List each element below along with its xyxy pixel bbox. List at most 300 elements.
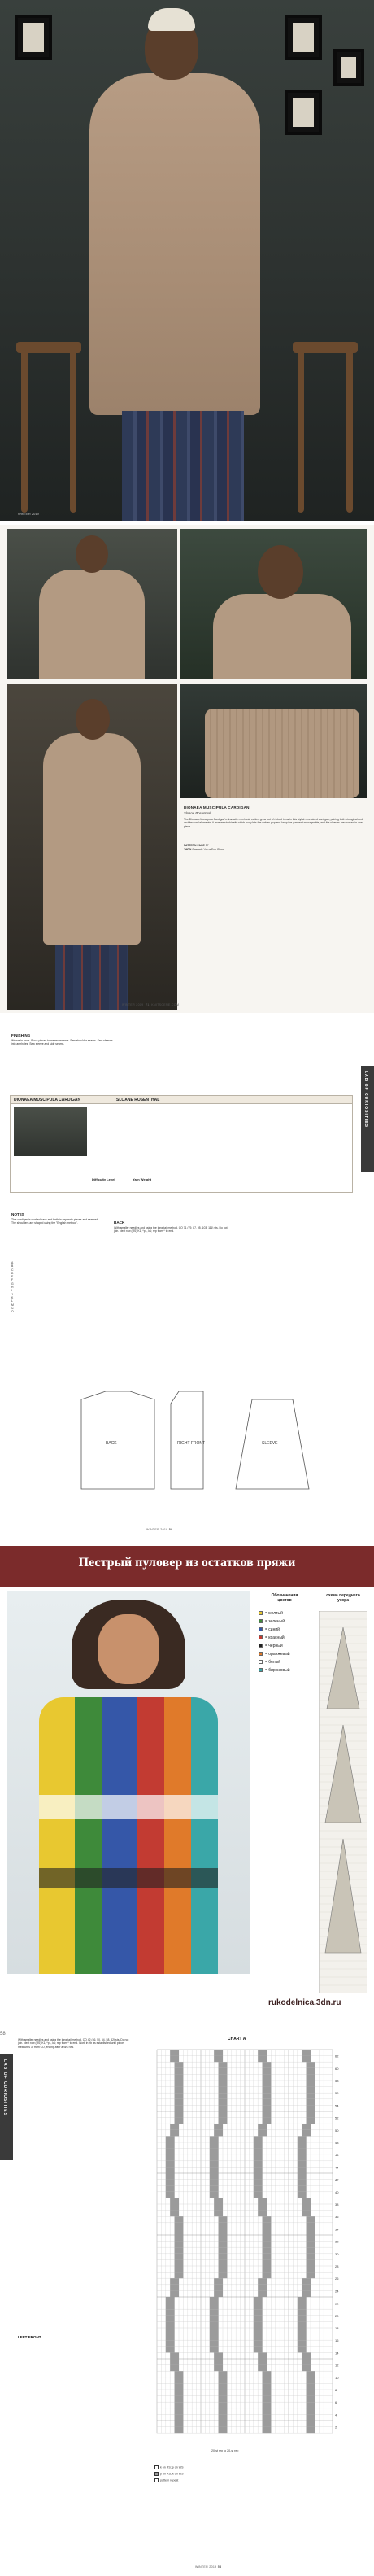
notes-heading: NOTES (11, 1212, 24, 1216)
purl-cell (210, 2309, 219, 2316)
size-entry: O (11, 1310, 14, 1314)
legend-label: = оранжевый (265, 1652, 290, 1657)
purl-cell (219, 2421, 228, 2427)
purl-cell (219, 2266, 228, 2273)
purl-cell (263, 2229, 272, 2235)
purl-cell (307, 2235, 315, 2242)
purl-cell (254, 2303, 263, 2310)
purl-cell (219, 2377, 228, 2384)
purl-cell (166, 2340, 175, 2347)
purl-cell (219, 2242, 228, 2248)
row-number: 12 (335, 2363, 339, 2368)
purl-cell (254, 2173, 263, 2180)
purl-cell (307, 2111, 315, 2118)
purl-cell (307, 2068, 315, 2075)
purl-cell (263, 2216, 272, 2223)
purl-cell (166, 2334, 175, 2341)
purl-cell (307, 2099, 315, 2106)
chart-legend-item (154, 2478, 317, 2482)
legend-title: Обозначения цветов (271, 1593, 298, 1603)
size-entry: N (11, 1306, 14, 1310)
purl-cell (307, 2427, 315, 2434)
purl-cell (170, 2290, 179, 2297)
purl-cell (298, 2173, 307, 2180)
purl-cell (263, 2074, 272, 2080)
purl-cell (170, 2352, 179, 2359)
purl-cell (175, 2390, 184, 2396)
legend-key (154, 2478, 159, 2482)
purl-cell (214, 2278, 223, 2285)
purl-cell (298, 2334, 307, 2341)
purl-cell (219, 2383, 228, 2390)
legend-label: = зеленый (265, 1619, 285, 1624)
legend-label: = бирюзовый (265, 1668, 290, 1673)
pattern-header-box (10, 1095, 353, 1193)
finishing-heading: FINISHING (11, 1033, 31, 1037)
purl-cell (254, 2161, 263, 2168)
schematic-diagram (73, 1383, 366, 1497)
purl-cell (263, 2235, 272, 2242)
purl-cell (219, 2235, 228, 2242)
purl-cell (302, 2050, 311, 2056)
size-entry: B (11, 1264, 14, 1268)
row-number: 2 (335, 2425, 337, 2430)
row-number: 22 (335, 2301, 339, 2306)
purl-cell (254, 2316, 263, 2322)
purl-cell (263, 2068, 272, 2075)
purl-cell (263, 2383, 272, 2390)
purl-cell (307, 2396, 315, 2403)
purl-cell (219, 2062, 228, 2068)
purl-cell (298, 2340, 307, 2347)
purl-cell (258, 2050, 267, 2056)
purl-cell (263, 2371, 272, 2377)
purl-cell (166, 2192, 175, 2198)
purl-cell (263, 2377, 272, 2384)
legend-item (259, 1652, 315, 1657)
purl-cell (263, 2402, 272, 2408)
chair-leg (70, 350, 76, 513)
purl-cell (263, 2105, 272, 2111)
legend-item (259, 1627, 315, 1632)
purl-cell (298, 2309, 307, 2316)
size-entry: K (11, 1295, 14, 1299)
size-entry: J (11, 1292, 13, 1296)
purl-cell (219, 2105, 228, 2111)
row-number: 62 (335, 2054, 339, 2059)
purl-cell (170, 2359, 179, 2365)
purl-cell (254, 2149, 263, 2155)
row-number: 26 (335, 2277, 339, 2281)
purl-cell (263, 2266, 272, 2273)
purl-cell (166, 2303, 175, 2310)
legend-label: = белый (265, 1660, 281, 1665)
purl-cell (307, 2273, 315, 2279)
purl-cell (175, 2377, 184, 2384)
purl-cell (219, 2254, 228, 2260)
purl-cell (307, 2266, 315, 2273)
purl-cell (219, 2080, 228, 2087)
purl-cell (307, 2074, 315, 2080)
row-number: 56 (335, 2091, 339, 2096)
size-entry: M (11, 1303, 14, 1307)
row-number: 46 (335, 2153, 339, 2158)
row-number: 42 (335, 2177, 339, 2182)
purl-cell (254, 2309, 263, 2316)
purl-cell (210, 2297, 219, 2303)
yarn-label: YARN (184, 848, 192, 851)
purl-cell (219, 2402, 228, 2408)
purl-cell (263, 2273, 272, 2279)
purl-cell (170, 2124, 179, 2130)
purl-cell (298, 2180, 307, 2186)
purl-cell (175, 2235, 184, 2242)
purl-cell (307, 2371, 315, 2377)
purl-cell (210, 2155, 219, 2161)
color-swatch (259, 1619, 263, 1623)
site-url[interactable]: rukodelnica.3dn.ru (268, 1998, 341, 2007)
purl-cell (219, 2247, 228, 2254)
purl-cell (258, 2124, 267, 2130)
photo-model-seated (7, 684, 180, 1010)
legend-label: = черный (265, 1644, 283, 1648)
purl-cell (307, 2093, 315, 2099)
row-number: 54 (335, 2103, 339, 2108)
purl-cell (166, 2185, 175, 2192)
pattern-page-label: PATTERN PAGE (184, 844, 205, 847)
purl-cell (258, 2278, 267, 2285)
purl-cell (170, 2211, 179, 2217)
chair-leg (298, 350, 304, 513)
purl-cell (175, 2093, 184, 2099)
legend-label: k on RS; p on WS (160, 2465, 184, 2469)
purl-cell (166, 2167, 175, 2173)
pattern-caption: The Dionaea Muscipula Cardigan’s dramatic mechanic cables grow out of ribbed trims in this stylish oversized cardigan, pairing both biological and architectural elements. A reverse stockinette stitch body lets the cables pop and keep the garment manageable, and the sleeves are worked in one piece. (184, 818, 363, 828)
purl-cell (307, 2242, 315, 2248)
purl-cell (254, 2136, 263, 2142)
purl-cell (219, 2259, 228, 2266)
photo-pullover-model (7, 1591, 250, 1974)
purl-cell (210, 2167, 219, 2173)
purl-cell (298, 2297, 307, 2303)
back-text: With smaller needles and using the long-tail method, CO 71 (79, 87, 95, 103, 111) sts. Do not join. Next row (RS) K1, *p1, k1; rep from * to end. (114, 1226, 228, 1233)
repeat-label: 20-st rep to 20-st rep (211, 2449, 239, 2452)
page-number: 58 (0, 2032, 6, 2037)
purl-cell (175, 2216, 184, 2223)
purl-cell (263, 2427, 272, 2434)
size-entry: I (11, 1289, 12, 1293)
purl-cell (258, 2352, 267, 2359)
purl-cell (166, 2155, 175, 2161)
purl-cell (258, 2359, 267, 2365)
purl-cell (166, 2316, 175, 2322)
color-swatch (259, 1668, 263, 1672)
color-swatch (259, 1611, 263, 1615)
purl-cell (307, 2105, 315, 2111)
purl-cell (258, 2056, 267, 2063)
purl-cell (219, 2093, 228, 2099)
purl-cell (302, 2124, 311, 2130)
purl-cell (210, 2316, 219, 2322)
cover-photo (0, 0, 374, 521)
folio: WINTER 2019 58 (195, 2565, 222, 2569)
purl-cell (219, 2408, 228, 2415)
purl-cell (219, 2414, 228, 2421)
purl-cell (307, 2229, 315, 2235)
legend-label: = синий (265, 1627, 280, 1632)
purl-cell (219, 2223, 228, 2229)
folio: WINTER 2019 59 (146, 1528, 173, 1531)
purl-cell (307, 2118, 315, 2124)
purl-cell (210, 2340, 219, 2347)
purl-cell (175, 2427, 184, 2434)
legend-label: pattern repeat (160, 2478, 179, 2482)
purl-cell (307, 2080, 315, 2087)
legend-item (259, 1660, 315, 1665)
purl-cell (170, 2056, 179, 2063)
legend-label: = красный (265, 1635, 285, 1640)
purl-cell (166, 2180, 175, 2186)
purl-cell (307, 2062, 315, 2068)
color-swatch (259, 1627, 263, 1631)
row-number: 24 (335, 2289, 339, 2294)
purl-cell (166, 2347, 175, 2353)
row-number: 48 (335, 2141, 339, 2145)
yarn-weight-label: Yarn Weight (133, 1177, 152, 1181)
purl-cell (302, 2352, 311, 2359)
purl-cell (263, 2414, 272, 2421)
legend-key (154, 2465, 159, 2469)
purl-cell (254, 2142, 263, 2149)
purl-cell (175, 2266, 184, 2273)
purl-cell (298, 2149, 307, 2155)
purl-cell (302, 2056, 311, 2063)
pattern-page (0, 1017, 374, 1538)
wall-frame (15, 15, 52, 60)
finishing-text: Weave in ends. Block pieces to measurements. Sew shoulder seams. Sew sleeves into armholes. Sew sleeve and side seams. (11, 1039, 113, 1046)
legend-item (259, 1668, 315, 1673)
front-schematic (171, 1391, 206, 1489)
purl-cell (210, 2347, 219, 2353)
yarn-line (184, 848, 364, 851)
chart-page (0, 2022, 374, 2576)
purl-cell (298, 2347, 307, 2353)
schematic-label: SLEEVE (262, 1441, 278, 1446)
purl-cell (263, 2223, 272, 2229)
purl-cell (219, 2111, 228, 2118)
purl-cell (175, 2414, 184, 2421)
purl-cell (302, 2285, 311, 2291)
chart-legend-item (154, 2465, 317, 2469)
purl-cell (175, 2259, 184, 2266)
purl-cell (307, 2414, 315, 2421)
purl-cell (175, 2421, 184, 2427)
purl-cell (263, 2408, 272, 2415)
purl-cell (214, 2365, 223, 2372)
wall-frame (333, 49, 364, 86)
purl-cell (258, 2130, 267, 2137)
section-tab: LAB OF CURIOSITIES (361, 1066, 374, 1172)
purl-cell (307, 2408, 315, 2415)
purl-cell (254, 2340, 263, 2347)
row-number: 36 (335, 2215, 339, 2220)
purl-cell (175, 2099, 184, 2106)
purl-cell (263, 2259, 272, 2266)
purl-cell (166, 2297, 175, 2303)
purl-cell (219, 2087, 228, 2094)
size-list (11, 1261, 93, 1313)
purl-cell (254, 2321, 263, 2328)
legend-key (154, 2472, 159, 2476)
row-number: 18 (335, 2326, 339, 2330)
purl-cell (175, 2080, 184, 2087)
row-number: 4 (335, 2412, 337, 2417)
row-number: 60 (335, 2066, 339, 2071)
purl-cell (175, 2118, 184, 2124)
purl-cell (166, 2136, 175, 2142)
purl-cell (302, 2211, 311, 2217)
purl-cell (263, 2062, 272, 2068)
purl-cell (298, 2155, 307, 2161)
purl-cell (263, 2099, 272, 2106)
legend-item (259, 1619, 315, 1624)
size-entry: A (11, 1261, 14, 1264)
purl-cell (254, 2347, 263, 2353)
purl-cell (210, 2321, 219, 2328)
purl-cell (214, 2359, 223, 2365)
chart-legend-item (154, 2472, 317, 2476)
row-number: 38 (335, 2203, 339, 2207)
wall-frame (285, 90, 322, 135)
purl-cell (302, 2130, 311, 2137)
row-number: 44 (335, 2165, 339, 2170)
chair-leg (21, 350, 28, 513)
size-entry: H (11, 1286, 14, 1290)
purl-cell (302, 2198, 311, 2204)
purl-cell (170, 2050, 179, 2056)
purl-cell (263, 2080, 272, 2087)
purl-cell (175, 2229, 184, 2235)
photo-cardigan-detail (180, 684, 367, 798)
legend-item (259, 1644, 315, 1648)
color-legend (259, 1611, 315, 1676)
photo-spread (0, 525, 374, 1013)
chart-title: схема переднего узора (326, 1593, 360, 1603)
back-schematic (81, 1391, 154, 1489)
purl-cell (210, 2303, 219, 2310)
schematic-label: RIGHT FRONT (177, 1441, 206, 1446)
chart-legend (154, 2465, 317, 2485)
purl-cell (175, 2223, 184, 2229)
row-number: 58 (335, 2079, 339, 2083)
purl-cell (166, 2328, 175, 2334)
purl-cell (298, 2321, 307, 2328)
purl-cell (219, 2229, 228, 2235)
purl-cell (298, 2185, 307, 2192)
purl-cell (210, 2328, 219, 2334)
purl-cell (219, 2118, 228, 2124)
purl-cell (258, 2285, 267, 2291)
row-number: 50 (335, 2128, 339, 2133)
purl-cell (258, 2290, 267, 2297)
purl-cell (254, 2155, 263, 2161)
purl-cell (175, 2062, 184, 2068)
purl-cell (214, 2124, 223, 2130)
purl-cell (175, 2111, 184, 2118)
purl-cell (263, 2118, 272, 2124)
purl-cell (175, 2408, 184, 2415)
section-tab: LAB OF CURIOSITIES (0, 2054, 13, 2160)
purl-cell (175, 2068, 184, 2075)
row-number: 32 (335, 2239, 339, 2244)
purl-cell (263, 2390, 272, 2396)
row-number: 34 (335, 2227, 339, 2232)
purl-cell (302, 2204, 311, 2211)
purl-cell (307, 2223, 315, 2229)
pattern-header-title: DIONAEA MUSCIPULA CARDIGAN (14, 1098, 81, 1102)
purl-cell (298, 2142, 307, 2149)
color-swatch (259, 1652, 263, 1656)
model-pants (122, 411, 244, 521)
pattern-text: With smaller needles and using the long-tail method, CO 42 (46, 50, 54, 58, 62) sts. Do not join. Next row (RS) K1, *p1, k1; rep from * to end. Work in rib as established until piece measures 3" from CO, ending after a WS row. (18, 2038, 129, 2049)
difficulty-label: Difficulty Level (92, 1177, 115, 1181)
row-number: 52 (335, 2115, 339, 2120)
purl-cell (298, 2161, 307, 2168)
purl-cell (298, 2136, 307, 2142)
purl-cell (254, 2180, 263, 2186)
purl-cell (210, 2161, 219, 2168)
purl-cell (166, 2321, 175, 2328)
purl-cell (254, 2185, 263, 2192)
purl-cell (254, 2334, 263, 2341)
purl-cell (307, 2390, 315, 2396)
purl-cell (219, 2390, 228, 2396)
purl-cell (210, 2185, 219, 2192)
purl-cell (175, 2087, 184, 2094)
purl-cell (214, 2352, 223, 2359)
chart-a-grid (150, 2046, 354, 2445)
row-number: 10 (335, 2375, 339, 2380)
purl-cell (175, 2396, 184, 2403)
purl-cell (302, 2278, 311, 2285)
purl-cell (214, 2290, 223, 2297)
purl-cell (170, 2278, 179, 2285)
purl-cell (170, 2130, 179, 2137)
purl-cell (258, 2365, 267, 2372)
purl-cell (170, 2285, 179, 2291)
model-cardigan (89, 73, 260, 415)
purl-cell (219, 2371, 228, 2377)
legend-item (259, 1635, 315, 1640)
size-entry: L (11, 1299, 13, 1303)
pattern-title: DIONAEA MUSCIPULA CARDIGAN (184, 806, 250, 810)
purl-cell (307, 2087, 315, 2094)
purl-cell (214, 2204, 223, 2211)
purl-cell (210, 2136, 219, 2142)
purl-cell (258, 2198, 267, 2204)
purl-cell (219, 2099, 228, 2106)
purl-cell (258, 2204, 267, 2211)
size-entry: G (11, 1281, 14, 1286)
purl-cell (307, 2254, 315, 2260)
purl-cell (263, 2093, 272, 2099)
purl-cell (307, 2216, 315, 2223)
purl-cell (170, 2204, 179, 2211)
purl-cell (214, 2285, 223, 2291)
chair-leg (346, 350, 353, 513)
purl-cell (166, 2161, 175, 2168)
schematic-label: BACK (106, 1441, 117, 1446)
